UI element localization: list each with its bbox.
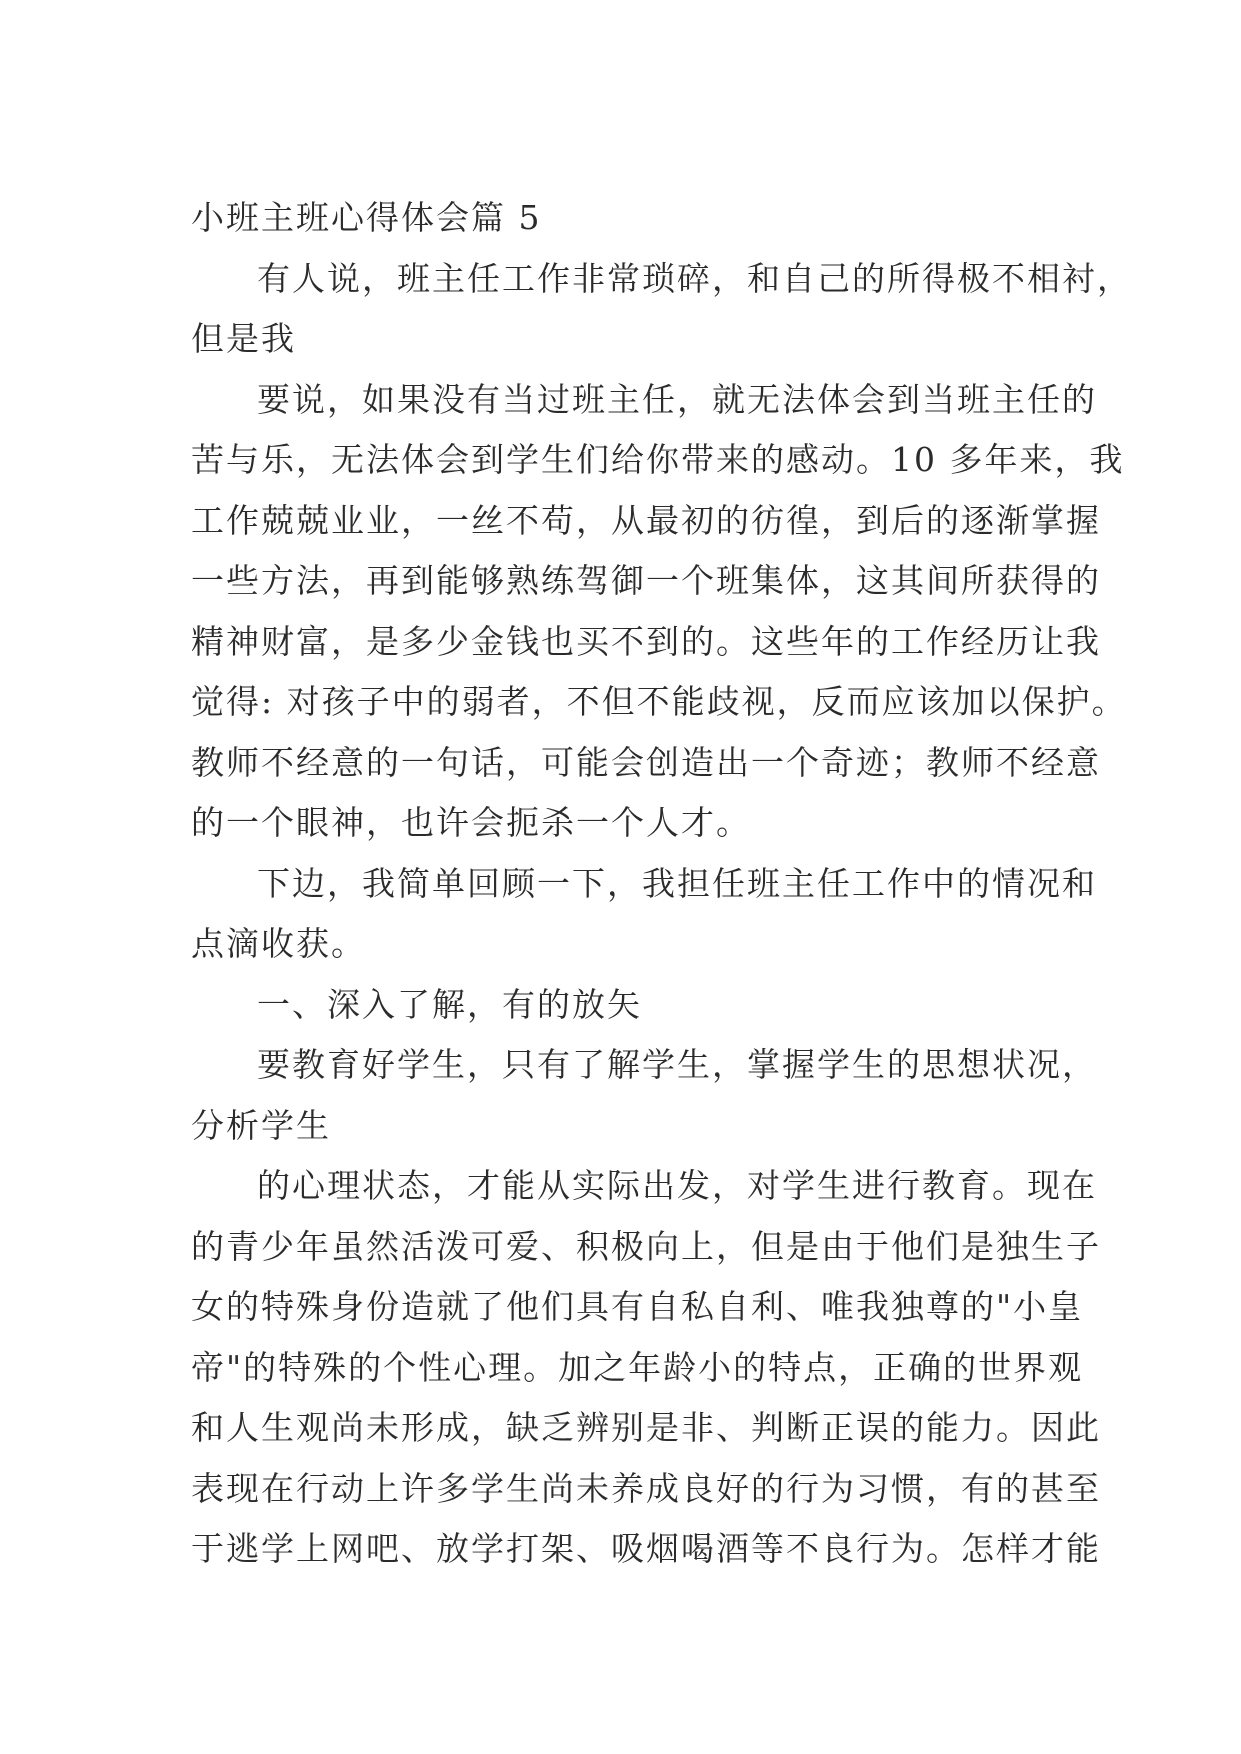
paragraph-line: 工作兢兢业业，一丝不苟，从最初的彷徨，到后的逐渐掌握 xyxy=(191,500,1101,540)
document-body xyxy=(191,188,1132,1580)
paragraph-understand xyxy=(191,1035,1097,1156)
paragraph-line: 和人生观尚未形成，缺乏辨别是非、判断正误的能力。因此 xyxy=(191,1408,1101,1447)
paragraph-line: 下边，我简单回顾一下，我担任班主任工作中的情况和 xyxy=(257,863,1097,903)
section-heading xyxy=(191,975,1063,1036)
paragraph-line: 但是我 xyxy=(191,319,296,358)
paragraph-line: 的心理状态，才能从实际出发，对学生进行教育。现在 xyxy=(257,1166,1097,1205)
paragraph-line: 帝"的特殊的个性心理。加之年龄小的特点，正确的世界观 xyxy=(191,1347,1084,1387)
paragraph-line: 女的特殊身份造就了他们具有自私自利、唯我独尊的"小皇 xyxy=(191,1287,1084,1326)
paragraph-psychology xyxy=(191,1156,1101,1580)
paragraph-line: 要说，如果没有当过班主任，就无法体会到当班主任的 xyxy=(257,379,1097,419)
paragraph-line: 表现在行动上许多学生尚未养成良好的行为习惯，有的甚至 xyxy=(191,1468,1101,1508)
paragraph-line: 的一个眼神，也许会扼杀一个人才。 xyxy=(191,803,751,842)
paragraph-line: 觉得: 对孩子中的弱者，不但不能歧视，反而应该加以保护。 xyxy=(191,682,1127,721)
paragraph-line: 一些方法，再到能够熟练驾御一个班集体，这其间所获得的 xyxy=(191,561,1101,600)
document-title: 小班主班心得体会篇 5 xyxy=(191,198,542,237)
paragraph-line: 精神财富，是多少金钱也买不到的。这些年的工作经历让我 xyxy=(191,621,1101,661)
paragraph-line: 分析学生 xyxy=(191,1105,331,1145)
paragraph-review xyxy=(191,854,1097,975)
section-heading-text: 一、深入了解，有的放矢 xyxy=(257,984,642,1024)
paragraph-line: 有人说，班主任工作非常琐碎，和自己的所得极不相衬， xyxy=(257,258,1132,298)
paragraph-line: 于逃学上网吧、放学打架、吸烟喝酒等不良行为。怎样才能 xyxy=(191,1529,1101,1568)
paragraph-experience xyxy=(191,370,1127,854)
paragraph-line: 的青少年虽然活泼可爱、积极向上，但是由于他们是独生子 xyxy=(191,1226,1101,1266)
paragraph-line: 教师不经意的一句话，可能会创造出一个奇迹；教师不经意 xyxy=(191,742,1101,782)
paragraph-opening xyxy=(191,249,1132,370)
paragraph-line: 苦与乐，无法体会到学生们给你带来的感动。10 多年来，我 xyxy=(191,440,1125,479)
paragraph-line: 点滴收获。 xyxy=(191,924,366,963)
paragraph-line: 要教育好学生，只有了解学生，掌握学生的思想状况， xyxy=(257,1045,1097,1084)
